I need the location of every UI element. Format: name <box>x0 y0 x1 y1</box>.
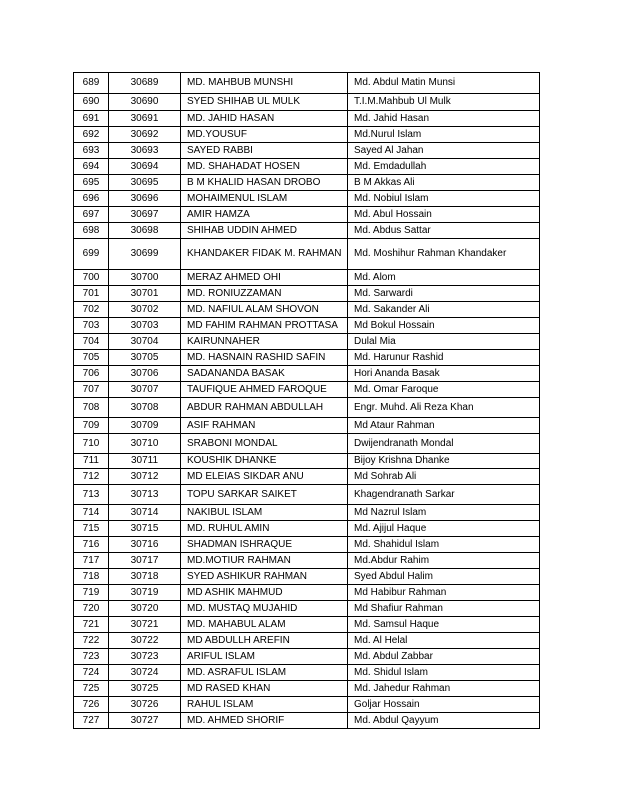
table-row <box>74 175 540 191</box>
candidate-name-cell: MD RASED KHAN <box>181 681 348 697</box>
candidate-name-cell: SAYED RABBI <box>181 143 348 159</box>
table-row <box>74 454 540 469</box>
father-name-cell: B M Akkas Ali <box>348 175 540 191</box>
candidate-name-cell: MD. ASRAFUL ISLAM <box>181 665 348 681</box>
serial-number-cell: 717 <box>74 553 109 569</box>
candidate-name-cell: MD. MAHBUB MUNSHI <box>181 73 348 94</box>
serial-number-cell: 714 <box>74 505 109 521</box>
candidate-name-cell: MD ABDULLH AREFIN <box>181 633 348 649</box>
candidate-name-cell: SYED ASHIKUR RAHMAN <box>181 569 348 585</box>
serial-number-cell: 726 <box>74 697 109 713</box>
father-name-cell: Md. Abdus Sattar <box>348 223 540 239</box>
father-name-cell: Md. Harunur Rashid <box>348 350 540 366</box>
table-row <box>74 469 540 485</box>
father-name-cell: Md. Moshihur Rahman Khandaker <box>348 239 540 270</box>
serial-number-cell: 709 <box>74 418 109 434</box>
candidate-name-cell: MD. RUHUL AMIN <box>181 521 348 537</box>
table-row <box>74 398 540 418</box>
serial-number-cell: 696 <box>74 191 109 207</box>
father-name-cell: Md. Ajijul Haque <box>348 521 540 537</box>
candidate-name-cell: AMIR HAMZA <box>181 207 348 223</box>
candidate-name-cell: MD.MOTIUR RAHMAN <box>181 553 348 569</box>
father-name-cell: Md. Jahid Hasan <box>348 111 540 127</box>
serial-number-cell: 720 <box>74 601 109 617</box>
table-row <box>74 73 540 94</box>
roll-number-cell: 30689 <box>109 73 181 94</box>
roll-number-cell: 30723 <box>109 649 181 665</box>
roll-number-cell: 30715 <box>109 521 181 537</box>
roll-number-cell: 30721 <box>109 617 181 633</box>
roll-number-cell: 30700 <box>109 270 181 286</box>
candidate-name-cell: RAHUL ISLAM <box>181 697 348 713</box>
serial-number-cell: 691 <box>74 111 109 127</box>
roll-number-cell: 30725 <box>109 681 181 697</box>
serial-number-cell: 690 <box>74 94 109 111</box>
father-name-cell: Syed Abdul Halim <box>348 569 540 585</box>
candidate-name-cell: MD. MUSTAQ MUJAHID <box>181 601 348 617</box>
father-name-cell: Md Habibur Rahman <box>348 585 540 601</box>
roster-table-body <box>74 73 540 729</box>
roll-number-cell: 30704 <box>109 334 181 350</box>
roll-number-cell: 30691 <box>109 111 181 127</box>
table-row <box>74 366 540 382</box>
roll-number-cell: 30726 <box>109 697 181 713</box>
father-name-cell: Md. Sakander Ali <box>348 302 540 318</box>
father-name-cell: Md. Sarwardi <box>348 286 540 302</box>
father-name-cell: Engr. Muhd. Ali Reza Khan <box>348 398 540 418</box>
table-row <box>74 649 540 665</box>
roster-table <box>73 72 540 729</box>
candidate-name-cell: SYED SHIHAB UL MULK <box>181 94 348 111</box>
roll-number-cell: 30711 <box>109 454 181 469</box>
serial-number-cell: 703 <box>74 318 109 334</box>
candidate-name-cell: KHANDAKER FIDAK M. RAHMAN <box>181 239 348 270</box>
serial-number-cell: 715 <box>74 521 109 537</box>
candidate-name-cell: MD.YOUSUF <box>181 127 348 143</box>
serial-number-cell: 721 <box>74 617 109 633</box>
roll-number-cell: 30717 <box>109 553 181 569</box>
candidate-name-cell: MD. MAHABUL ALAM <box>181 617 348 633</box>
table-row <box>74 286 540 302</box>
father-name-cell: Md. Samsul Haque <box>348 617 540 633</box>
father-name-cell: Md. Abdul Qayyum <box>348 713 540 729</box>
serial-number-cell: 705 <box>74 350 109 366</box>
serial-number-cell: 697 <box>74 207 109 223</box>
candidate-name-cell: KAIRUNNAHER <box>181 334 348 350</box>
table-row <box>74 191 540 207</box>
candidate-name-cell: SADANANDA BASAK <box>181 366 348 382</box>
table-row <box>74 418 540 434</box>
table-row <box>74 207 540 223</box>
serial-number-cell: 719 <box>74 585 109 601</box>
candidate-name-cell: KOUSHIK DHANKE <box>181 454 348 469</box>
serial-number-cell: 698 <box>74 223 109 239</box>
candidate-name-cell: MD. RONIUZZAMAN <box>181 286 348 302</box>
father-name-cell: Md. Shidul Islam <box>348 665 540 681</box>
serial-number-cell: 724 <box>74 665 109 681</box>
table-row <box>74 334 540 350</box>
serial-number-cell: 723 <box>74 649 109 665</box>
roll-number-cell: 30697 <box>109 207 181 223</box>
father-name-cell: Bijoy Krishna Dhanke <box>348 454 540 469</box>
roll-number-cell: 30699 <box>109 239 181 270</box>
father-name-cell: Md. Abdul Zabbar <box>348 649 540 665</box>
roll-number-cell: 30724 <box>109 665 181 681</box>
serial-number-cell: 701 <box>74 286 109 302</box>
table-row <box>74 585 540 601</box>
serial-number-cell: 693 <box>74 143 109 159</box>
father-name-cell: Md Bokul Hossain <box>348 318 540 334</box>
candidate-name-cell: TOPU SARKAR SAIKET <box>181 485 348 505</box>
table-row <box>74 633 540 649</box>
roll-number-cell: 30701 <box>109 286 181 302</box>
father-name-cell: Md. Abdul Matin Munsi <box>348 73 540 94</box>
roll-number-cell: 30690 <box>109 94 181 111</box>
father-name-cell: Dulal Mia <box>348 334 540 350</box>
roll-number-cell: 30708 <box>109 398 181 418</box>
roll-number-cell: 30709 <box>109 418 181 434</box>
table-row <box>74 94 540 111</box>
table-row <box>74 521 540 537</box>
father-name-cell: Md Ataur Rahman <box>348 418 540 434</box>
table-row <box>74 697 540 713</box>
serial-number-cell: 716 <box>74 537 109 553</box>
father-name-cell: Md. Shahidul Islam <box>348 537 540 553</box>
table-row <box>74 302 540 318</box>
father-name-cell: Md. Abul Hossain <box>348 207 540 223</box>
roll-number-cell: 30702 <box>109 302 181 318</box>
candidate-name-cell: MERAZ AHMED OHI <box>181 270 348 286</box>
candidate-name-cell: ABDUR RAHMAN ABDULLAH <box>181 398 348 418</box>
roll-number-cell: 30714 <box>109 505 181 521</box>
serial-number-cell: 710 <box>74 434 109 454</box>
table-row <box>74 318 540 334</box>
table-row <box>74 143 540 159</box>
father-name-cell: Md. Jahedur Rahman <box>348 681 540 697</box>
candidate-name-cell: SHIHAB UDDIN AHMED <box>181 223 348 239</box>
father-name-cell: Md. Nobiul Islam <box>348 191 540 207</box>
candidate-name-cell: MD FAHIM RAHMAN PROTTASA <box>181 318 348 334</box>
candidate-name-cell: MD. HASNAIN RASHID SAFIN <box>181 350 348 366</box>
roll-number-cell: 30718 <box>109 569 181 585</box>
table-row <box>74 537 540 553</box>
roll-number-cell: 30703 <box>109 318 181 334</box>
serial-number-cell: 694 <box>74 159 109 175</box>
table-row <box>74 111 540 127</box>
serial-number-cell: 713 <box>74 485 109 505</box>
serial-number-cell: 708 <box>74 398 109 418</box>
table-row <box>74 270 540 286</box>
father-name-cell: Md.Nurul Islam <box>348 127 540 143</box>
serial-number-cell: 711 <box>74 454 109 469</box>
serial-number-cell: 718 <box>74 569 109 585</box>
candidate-name-cell: ASIF RAHMAN <box>181 418 348 434</box>
candidate-name-cell: TAUFIQUE AHMED FAROQUE <box>181 382 348 398</box>
father-name-cell: Sayed Al Jahan <box>348 143 540 159</box>
serial-number-cell: 692 <box>74 127 109 143</box>
serial-number-cell: 722 <box>74 633 109 649</box>
candidate-name-cell: MD. NAFIUL ALAM SHOVON <box>181 302 348 318</box>
table-row <box>74 382 540 398</box>
father-name-cell: Md. Emdadullah <box>348 159 540 175</box>
candidate-name-cell: MD ELEIAS SIKDAR ANU <box>181 469 348 485</box>
roll-number-cell: 30710 <box>109 434 181 454</box>
serial-number-cell: 725 <box>74 681 109 697</box>
roll-number-cell: 30727 <box>109 713 181 729</box>
father-name-cell: Khagendranath Sarkar <box>348 485 540 505</box>
roll-number-cell: 30722 <box>109 633 181 649</box>
father-name-cell: Goljar Hossain <box>348 697 540 713</box>
roll-number-cell: 30706 <box>109 366 181 382</box>
roll-number-cell: 30698 <box>109 223 181 239</box>
serial-number-cell: 699 <box>74 239 109 270</box>
serial-number-cell: 689 <box>74 73 109 94</box>
roll-number-cell: 30719 <box>109 585 181 601</box>
father-name-cell: Md. Omar Faroque <box>348 382 540 398</box>
serial-number-cell: 706 <box>74 366 109 382</box>
father-name-cell: Md. Al Helal <box>348 633 540 649</box>
candidate-name-cell: MD ASHIK MAHMUD <box>181 585 348 601</box>
candidate-name-cell: MD. JAHID HASAN <box>181 111 348 127</box>
table-row <box>74 350 540 366</box>
roll-number-cell: 30694 <box>109 159 181 175</box>
table-row <box>74 223 540 239</box>
roll-number-cell: 30705 <box>109 350 181 366</box>
table-row <box>74 617 540 633</box>
table-row <box>74 505 540 521</box>
candidate-name-cell: SHADMAN ISHRAQUE <box>181 537 348 553</box>
candidate-name-cell: SRABONI MONDAL <box>181 434 348 454</box>
serial-number-cell: 727 <box>74 713 109 729</box>
roll-number-cell: 30713 <box>109 485 181 505</box>
table-row <box>74 665 540 681</box>
father-name-cell: Md Sohrab Ali <box>348 469 540 485</box>
roll-number-cell: 30695 <box>109 175 181 191</box>
candidate-name-cell: MD. AHMED SHORIF <box>181 713 348 729</box>
serial-number-cell: 707 <box>74 382 109 398</box>
roll-number-cell: 30696 <box>109 191 181 207</box>
serial-number-cell: 695 <box>74 175 109 191</box>
table-row <box>74 159 540 175</box>
roll-number-cell: 30712 <box>109 469 181 485</box>
father-name-cell: Dwijendranath Mondal <box>348 434 540 454</box>
table-row <box>74 601 540 617</box>
candidate-name-cell: ARIFUL ISLAM <box>181 649 348 665</box>
candidate-name-cell: NAKIBUL ISLAM <box>181 505 348 521</box>
roll-number-cell: 30716 <box>109 537 181 553</box>
roll-number-cell: 30693 <box>109 143 181 159</box>
serial-number-cell: 702 <box>74 302 109 318</box>
candidate-name-cell: MD. SHAHADAT HOSEN <box>181 159 348 175</box>
father-name-cell: Md.Abdur Rahim <box>348 553 540 569</box>
table-row <box>74 681 540 697</box>
roll-number-cell: 30692 <box>109 127 181 143</box>
candidate-name-cell: MOHAIMENUL ISLAM <box>181 191 348 207</box>
roll-number-cell: 30720 <box>109 601 181 617</box>
roll-number-cell: 30707 <box>109 382 181 398</box>
table-row <box>74 569 540 585</box>
father-name-cell: Hori Ananda Basak <box>348 366 540 382</box>
table-row <box>74 434 540 454</box>
serial-number-cell: 712 <box>74 469 109 485</box>
table-row <box>74 485 540 505</box>
serial-number-cell: 704 <box>74 334 109 350</box>
table-row <box>74 239 540 270</box>
father-name-cell: Md. Alom <box>348 270 540 286</box>
candidate-name-cell: B M KHALID HASAN DROBO <box>181 175 348 191</box>
table-row <box>74 713 540 729</box>
father-name-cell: Md Shafiur Rahman <box>348 601 540 617</box>
father-name-cell: T.I.M.Mahbub Ul Mulk <box>348 94 540 111</box>
table-row <box>74 553 540 569</box>
table-row <box>74 127 540 143</box>
father-name-cell: Md Nazrul Islam <box>348 505 540 521</box>
serial-number-cell: 700 <box>74 270 109 286</box>
